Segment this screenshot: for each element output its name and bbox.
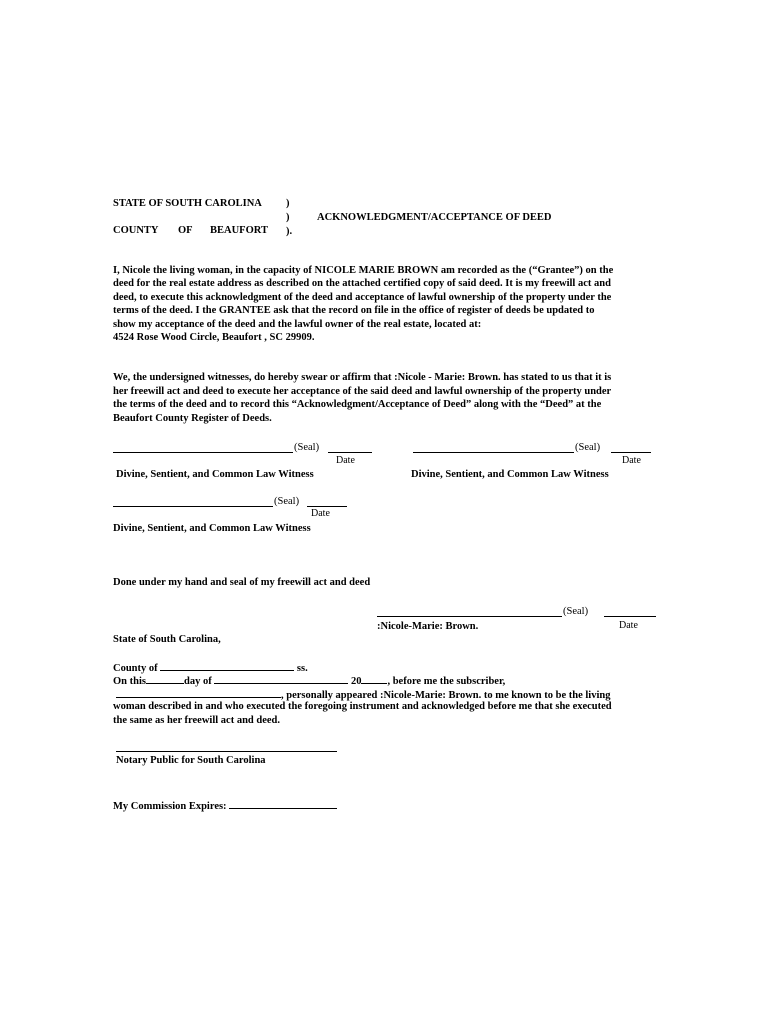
notary-state: State of South Carolina, [113, 634, 221, 645]
paragraph1-line: deed, to execute this acknowledgment of the deed and acceptance of lawful ownership of the property under the [113, 292, 612, 303]
day-blank[interactable] [146, 673, 184, 684]
property-address: 4524 Rose Wood Circle, Beaufort , SC 29909. [113, 332, 315, 343]
witness3-caption: Divine, Sentient, and Common Law Witness [113, 523, 311, 534]
signer-date-label: Date [619, 620, 638, 631]
of-word: OF [178, 225, 193, 236]
witness2-signature-line[interactable] [413, 441, 574, 453]
state-caption: STATE OF SOUTH CAROLINA [113, 198, 262, 209]
caption-paren-3: ). [286, 226, 293, 237]
notary-public-label: Notary Public for South Carolina [116, 755, 266, 766]
county-word: COUNTY [113, 225, 159, 236]
witness3-signature-line[interactable] [113, 495, 273, 507]
paragraph1-line: I, Nicole the living woman, in the capacity of NICOLE MARIE BROWN am recorded as the (“Grantee”) on the [113, 265, 614, 276]
witness3-date-label: Date [311, 508, 330, 519]
on-this-label: On this [113, 676, 146, 687]
signer-name: :Nicole-Marie: Brown. [377, 621, 479, 632]
signer-date-line[interactable] [604, 605, 656, 617]
paragraph2-line: her freewill act and deed to execute her acceptance of the said deed and lawful ownership of the property under [113, 386, 612, 397]
paragraph2-line: Beaufort County Register of Deeds. [113, 413, 272, 424]
witness2-caption: Divine, Sentient, and Common Law Witness [411, 469, 609, 480]
signer-seal-label: (Seal) [563, 606, 589, 617]
year-prefix: 20 [350, 676, 362, 687]
signer-signature-line[interactable] [377, 605, 562, 617]
witness1-caption: Divine, Sentient, and Common Law Witness [116, 469, 314, 480]
commission-row [113, 798, 337, 814]
ss-label: ss. [296, 663, 308, 674]
witness2-date-label: Date [622, 455, 641, 466]
year-blank[interactable] [361, 673, 387, 684]
done-statement: Done under my hand and seal of my freewill act and deed [113, 577, 371, 588]
witness3-seal-label: (Seal) [274, 496, 300, 507]
month-blank[interactable] [214, 673, 348, 684]
witness2-seal-label: (Seal) [575, 442, 601, 453]
county-label: County of [113, 663, 158, 674]
caption-paren-2: ) [286, 212, 290, 223]
day-of-label: day of [183, 676, 212, 687]
caption-paren-1: ) [286, 198, 290, 209]
notary-signature-line[interactable] [116, 740, 337, 752]
commission-blank[interactable] [229, 798, 337, 809]
witness1-date-label: Date [336, 455, 355, 466]
paragraph1-line: deed for the real estate address as described on the attached certified copy of said deed. It is my freewill act and [113, 278, 611, 289]
witness1-date-line[interactable] [328, 441, 372, 453]
notary-description-line: woman described in and who executed the foregoing instrument and acknowledged before me that she executed [113, 701, 612, 712]
witness2-date-line[interactable] [611, 441, 651, 453]
witness1-seal-label: (Seal) [294, 442, 320, 453]
paragraph2-line: We, the undersigned witnesses, do hereby swear or affirm that :Nicole - Marie: Brown. has stated to us that it is [113, 372, 612, 383]
paragraph1-line: show my acceptance of the deed and the lawful owner of the real estate, located at: [113, 319, 482, 330]
county-name: BEAUFORT [210, 225, 268, 236]
notary-description-line: the same as her freewill act and deed. [113, 715, 281, 726]
before-me-text: , before me the subscriber, [387, 676, 506, 687]
county-blank[interactable] [160, 660, 294, 671]
witness1-signature-line[interactable] [113, 441, 293, 453]
paragraph1-line: terms of the deed. I the GRANTEE ask that the record on file in the office of register of deeds be updated to [113, 305, 595, 316]
witness3-date-line[interactable] [307, 495, 347, 507]
commission-label: My Commission Expires: [113, 801, 227, 812]
appeared-name-blank[interactable] [116, 687, 281, 698]
document-title: ACKNOWLEDGMENT/ACCEPTANCE OF DEED [317, 212, 552, 223]
paragraph2-line: the terms of the deed and to record this “Acknowledgment/Acceptance of Deed” along with the “Deed” at the [113, 399, 602, 410]
appeared-text: , personally appeared :Nicole-Marie: Brown. to me known to be the living [281, 690, 611, 701]
